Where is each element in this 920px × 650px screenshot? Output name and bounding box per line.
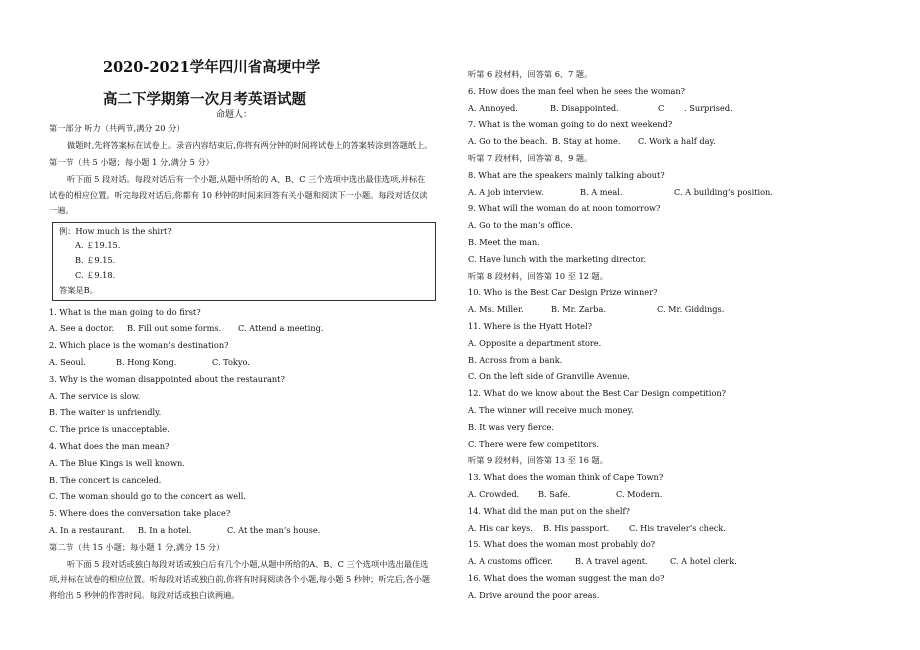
document-title-line1: 2020-2021学年四川省高埂中学 — [103, 59, 321, 76]
question-options — [49, 522, 433, 539]
section1-heading: 第一节（共 5 小题；每小题 1 分,满分 5 分） — [49, 157, 214, 168]
example-option: A. ￡19.15. — [75, 240, 121, 251]
question-text: 9. What will the woman do at noon tomorrow? — [468, 203, 661, 214]
option-b: B. Hong Kong. — [116, 356, 177, 367]
question-options — [468, 100, 888, 117]
option-b: B. His passport. — [543, 522, 610, 533]
question-text: A. The winner will receive much money. — [468, 404, 634, 415]
question-text: 2. Which place is the woman’s destination? — [49, 340, 229, 351]
example-option: B. ￡9.15. — [75, 255, 116, 266]
question-text: 5. Where does the conversation take place? — [49, 508, 231, 519]
question-text: 3. Why is the woman disappointed about the restaurant? — [49, 373, 285, 384]
option-b: B. Stay at home. — [552, 136, 621, 147]
listening-section-header: 听第 9 段材料，回答第 13 至 16 题。 — [468, 455, 608, 466]
question-options — [49, 320, 433, 337]
question-options — [468, 520, 888, 537]
document-title-line2: 高二下学期第一次月考英语试题 — [103, 91, 306, 108]
example-question: 例：How much is the shirt? — [59, 225, 172, 236]
question-text: C. Have lunch with the marketing director. — [468, 253, 647, 264]
option-b: B. Fill out some forms. — [127, 323, 222, 334]
left-column — [49, 120, 433, 604]
question-text: A. Opposite a department store. — [468, 337, 602, 348]
question-text: B. Across from a bank. — [468, 354, 563, 365]
question-text: 1. What is the man going to do first? — [49, 306, 201, 317]
option-a: A. Annoyed. — [468, 102, 518, 113]
question-text: B. Meet the man. — [468, 236, 540, 247]
option-a: A. Seoul. — [49, 356, 86, 367]
question-text: 10. Who is the Best Car Design Prize winner? — [468, 287, 658, 298]
section1-question-list — [49, 304, 433, 539]
listening-section-header: 听第 8 段材料，回答第 10 至 12 题。 — [468, 270, 608, 281]
question-text: 8. What are the speakers mainly talking about? — [468, 169, 665, 180]
option-c: C. Mr. Giddings. — [657, 304, 725, 315]
question-option: C. The woman should go to the concert as well. — [49, 491, 246, 502]
part1-instructions: 做题时,先将答案标在试卷上。录音内容结束后,你将有两分钟的时间将试卷上的答案转涂到答题纸上。 — [67, 139, 433, 150]
option-a: A. His car keys. — [468, 522, 533, 533]
question-options — [468, 486, 888, 503]
question-text: 14. What did the man put on the shelf? — [468, 505, 630, 516]
question-text: 7. What is the woman going to do next weekend? — [468, 119, 673, 130]
question-text: 11. Where is the Hyatt Hotel? — [468, 320, 592, 331]
right-column — [468, 66, 888, 604]
option-c: C. Attend a meeting. — [238, 323, 324, 334]
option-a: A. Crowded. — [468, 488, 520, 499]
question-options — [468, 301, 888, 318]
option-c: C. Tokyo. — [212, 356, 250, 367]
option-c: C. Work a half day. — [638, 136, 716, 147]
question-options — [468, 184, 888, 201]
question-option: B. The waiter is unfriendly. — [49, 407, 162, 418]
question-options — [468, 553, 888, 570]
section2-instructions: 听下面 5 段对话或独白每段对话或独白后有几个小题,从题中所给的A、B、C 三个选项中选出最佳选项,并标在试卷的相应位置。听每段对话或独白前,你将有时间阅读各个小题,每小题 5 秒钟；听完后,各小题将给出 5 秒钟的作答时间。每段对话或独白读两遍。 — [49, 558, 431, 600]
question-text: B. It was very fierce. — [468, 421, 554, 432]
question-text: A. Go to the man’s office. — [468, 220, 573, 231]
option-b: B. Disappointed. — [550, 102, 619, 113]
example-answer: 答案是B。 — [59, 284, 98, 295]
question-text: 16. What does the woman suggest the man do? — [468, 572, 665, 583]
option-b: B. In a hotel. — [138, 524, 192, 535]
author-label: 命题人： — [216, 110, 253, 120]
listening-section-header: 听第 7 段材料，回答第 8、9 题。 — [468, 152, 593, 163]
option-a: A. Go to the beach. — [468, 136, 548, 147]
question-text: C. On the left side of Granville Avenue. — [468, 371, 630, 382]
option-a: A. In a restaurant. — [49, 524, 126, 535]
option-b: B. Mr. Zarba. — [551, 304, 607, 315]
listening-section-header: 听第 6 段材料，回答第 6、7 题。 — [468, 69, 593, 79]
option-a: A. Ms. Miller. — [468, 304, 524, 315]
option-a: A. See a doctor. — [49, 323, 115, 334]
option-b: B. Safe. — [538, 488, 571, 499]
question-text: A. Drive around the poor areas. — [468, 589, 600, 600]
example-box — [52, 222, 436, 301]
question-option: A. The Blue Kings is well known. — [49, 457, 185, 468]
option-c: C. His traveler’s check. — [629, 522, 726, 533]
option-d: . Surprised. — [684, 102, 733, 113]
option-c: C. At the man’s house. — [227, 524, 321, 535]
section2-heading: 第二节（共 15 小题；每小题 1 分,满分 15 分） — [49, 541, 225, 552]
question-text: 12. What do we know about the Best Car Design competition? — [468, 388, 727, 399]
question-text: 13. What does the woman think of Cape Town? — [468, 472, 664, 483]
option-c: C. A building’s position. — [674, 186, 773, 197]
question-text: C. There were few competitors. — [468, 438, 600, 449]
option-b: B. A travel agent. — [575, 556, 648, 567]
option-c: C — [658, 102, 665, 113]
option-b: B. A meal. — [580, 186, 623, 197]
question-option: A. The service is slow. — [49, 390, 141, 401]
question-options — [49, 354, 433, 371]
question-options — [468, 133, 888, 150]
option-c: C. A hotel clerk. — [670, 556, 737, 567]
option-a: A. A customs officer. — [468, 556, 553, 567]
example-option: C. ￡9.18. — [75, 269, 116, 280]
option-a: A. A job interview. — [468, 186, 544, 197]
question-option: B. The concert is canceled. — [49, 474, 162, 485]
option-c: C. Modern. — [616, 488, 663, 499]
question-text: 4. What does the man mean? — [49, 440, 170, 451]
question-option: C. The price is unacceptable. — [49, 424, 170, 435]
section-part1-heading: 第一部分 听力（共两节,满分 20 分） — [49, 123, 185, 133]
question-text: 15. What does the woman most probably do? — [468, 539, 656, 550]
question-text: 6. How does the man feel when he sees the woman? — [468, 85, 686, 96]
section1-instructions: 听下面 5 段对话。每段对话后有一个小题,从题中所给的 A、B、C 三个选项中选出最佳选项,并标在试卷的相应位置。听完每段对话后,你都有 10 秒钟的时间来回答有关小题和阅读下一小题。每段对话仅读一遍。 — [49, 174, 428, 216]
